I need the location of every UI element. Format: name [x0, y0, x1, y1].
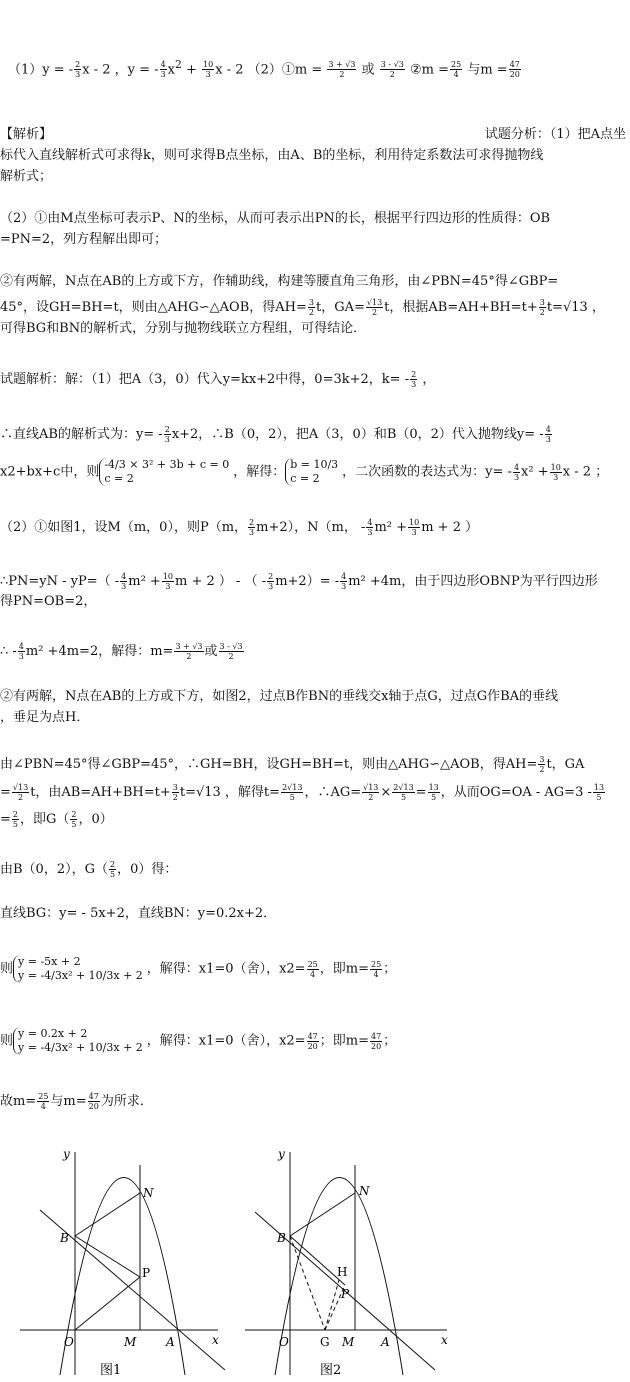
solution-line: ∴PN=yN - yP=（ - $\frac{4}{3}$ m² + $\frac{10}{3}$ m + 2 ） - （ - $\frac{2}{3}$ m+2）= - $\frac{4}{3}$ m² +4m，由于四边形OBNP为平行四边形: [0, 572, 598, 591]
figure-1: [0, 1140, 240, 1380]
fig2-x-label: x: [441, 1333, 448, 1347]
analysis-label: 【解析】: [0, 127, 53, 142]
solution-line: 得PN=OB=2，: [0, 594, 97, 609]
solution-line: x2+bx+c中，则 -4/3 × 3² + 3b + c = 0 c = 2 ，解得： b = 10/3 c = 2 ，二次函数的表达式为：y= - $\frac{4}{3}$ x² + $\frac{10}{3}$ x - 2 ；: [0, 458, 609, 485]
solution-line: 直线BG：y= - 5x+2，直线BN：y=0.2x+2．: [0, 906, 277, 921]
solution-line: （2）①如图1，设M（m，0），则P（m， $\frac{2}{3}$ m+2），N（m， - $\frac{4}{3}$ m² + $\frac{10}{3}$ m + 2 ）: [0, 518, 479, 537]
fig2-point-n: N: [359, 1184, 370, 1198]
fig1-caption: 图1: [100, 1363, 122, 1378]
fig2-point-p: P: [341, 1287, 350, 1301]
fig2-point-m: M: [342, 1335, 355, 1349]
solution-line: ②有两解，N点在AB的上方或下方，如图2，过点B作BN的垂线交x轴于点G，过点G作BA的垂线: [0, 689, 559, 704]
figure-2: [235, 1140, 475, 1380]
solution-line: 则 y = -5x + 2 y = -4/3x² + 10/3x + 2 ，解得：x1=0（舍），x2= $\frac{25}{4}$ ，即m= $\frac{25}{4}$ ；: [0, 955, 397, 982]
solution-line: 故m= $\frac{25}{4}$ 与m= $\frac{47}{20}$ 为所求．: [0, 1092, 153, 1111]
fig2-y-label: y: [278, 1147, 285, 1161]
fig1-point-n: N: [143, 1186, 154, 1200]
analysis-line: 解析式；: [0, 169, 53, 184]
answer-line: （1）y = - $\frac{2}{3}$ x - 2 ，y = - $\frac{4}{3}$ $x^2$ + $\frac{10}{3}$ x - 2 （2）①m = $\frac{3 + √3}{2}$ 或 $\frac{3 - √3}{2}$ ②m = $\frac{25}{4}$ 与m = $\frac{47}{20}$: [8, 58, 520, 80]
analysis-line: （2）①由M点坐标可表示P、N的坐标，从而可表示出PN的长，根据平行四边形的性质得：OB: [0, 211, 551, 226]
fig2-caption: 图2: [320, 1363, 342, 1378]
analysis-line: ②有两解，N点在AB的上方或下方，作辅助线，构建等腰直角三角形，由∠PBN=45°得∠GBP=: [0, 274, 559, 289]
solution-line: ∴直线AB的解析式为：y= - $\frac{2}{3}$ x+2，∴B（0，2），把A（3，0）和B（0，2）代入抛物线y= - $\frac{4}{3}$: [0, 425, 551, 444]
fig1-point-m: M: [124, 1335, 137, 1349]
analysis-line: 45°，设GH=BH=t，则由△AHG∽△AOB，得AH= $\frac{3}{2}$ t，GA= $\frac{√13}{2}$ t，根据AB=AH+BH=t+ $\frac{3}{2}$ t=√13 ，: [0, 298, 605, 317]
solution-line: 由∠PBN=45°得∠GBP=45°，∴GH=BH，设GH=BH=t，则由△AHG∽△AOB，得AH= $\frac{3}{2}$ t，GA: [0, 755, 585, 774]
fig2-point-g: G: [320, 1335, 330, 1349]
fig1-origin-label: O: [64, 1335, 74, 1349]
analysis-line: =PN=2，列方程解出即可；: [0, 232, 168, 247]
solution-line: ∴ - $\frac{4}{3}$ m² +4m=2，解得：m= $\frac{3 + √3}{2}$ 或 $\frac{3 - √3}{2}$: [0, 642, 243, 661]
fig2-point-a: A: [381, 1335, 390, 1349]
solution-line: 由B（0，2），G（ $\frac{2}{5}$ ，0）得：: [0, 860, 178, 879]
fig1-x-label: x: [212, 1333, 219, 1347]
solution-line: 则 y = 0.2x + 2 y = -4/3x² + 10/3x + 2 ，解得：x1=0（舍），x2= $\frac{47}{20}$ ；即m= $\frac{47}{20}$ ；: [0, 1027, 397, 1054]
solution-line: = $\frac{2}{5}$ ，即G（ $\frac{2}{5}$ ，0）: [0, 810, 113, 829]
fig2-origin-label: O: [279, 1335, 289, 1349]
solution-line: 试题解析：解：（1）把A（3，0）代入y=kx+2中得，0=3k+2，k= - $\frac{2}{3}$ ，: [0, 370, 436, 389]
solution-line: = $\frac{√13}{2}$ t，由AB=AH+BH=t+ $\frac{3}{2}$ t=√13 ，解得t= $\frac{2√13}{5}$ ，∴AG= $\frac{√13}{2}$ × $\frac{2√13}{5}$ = $\frac{13}{5}$ ，从而OG=OA - AG=3 - $\frac{13}{5}$: [0, 783, 605, 802]
fig1-point-b: B: [60, 1231, 69, 1245]
fig1-point-p: P: [142, 1266, 151, 1280]
analysis-line: 可得BG和BN的解析式，分别与抛物线联立方程组，可得结论．: [0, 321, 367, 336]
fig2-point-h: H: [337, 1265, 348, 1279]
fig2-point-b: B: [277, 1231, 286, 1245]
analysis-line: 标代入直线解析式可求得k，则可求得B点坐标，由A、B的坐标，利用待定系数法可求得抛物线: [0, 148, 544, 163]
fig1-point-a: A: [166, 1335, 175, 1349]
fig1-y-label: y: [63, 1147, 70, 1161]
analysis-intro: 试题分析：（1）把A点坐: [484, 127, 626, 142]
solution-line: ，垂足为点H．: [0, 710, 90, 725]
